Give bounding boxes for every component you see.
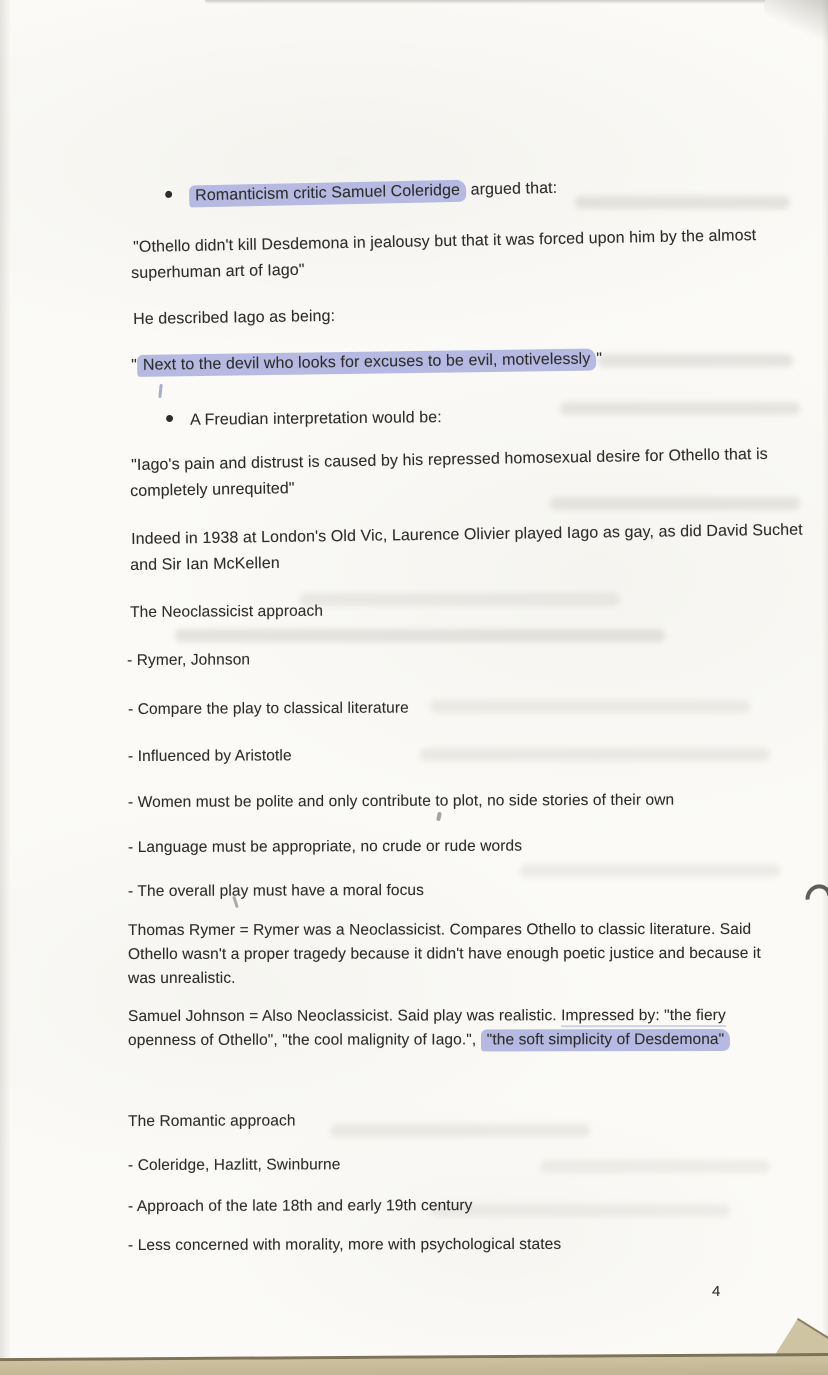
bleed-through-artifact bbox=[598, 354, 793, 367]
list-item: - Women must be polite and only contribute to plot, no side stories of their own bbox=[128, 791, 675, 811]
bullet-icon bbox=[165, 191, 172, 198]
scan-corner-top-right bbox=[764, 0, 828, 48]
quote-line: "Iago's pain and distrust is caused by his repressed homosexual desire for Othello that is bbox=[131, 445, 768, 474]
list-item: - Rymer, Johnson bbox=[127, 651, 251, 669]
highlighted-text: Romanticism critic Samuel Coleridge bbox=[189, 180, 466, 208]
highlighted-text: "the soft simplicity of Desdemona" bbox=[481, 1029, 731, 1051]
scan-band-bottom bbox=[0, 1353, 828, 1375]
paragraph-line bbox=[128, 1006, 726, 1027]
bleed-through-artifact bbox=[575, 196, 790, 209]
underlined-text: Impressed by: "the fiery bbox=[561, 1007, 726, 1027]
page-number: 4 bbox=[712, 1283, 721, 1300]
paragraph-text: Samuel Johnson = Also Neoclassicist. Said play was realistic. bbox=[128, 1007, 562, 1025]
list-item: - Language must be appropriate, no crude or rude words bbox=[128, 837, 523, 856]
list-item: - Compare the play to classical literature bbox=[128, 699, 409, 718]
bleed-through-artifact bbox=[430, 700, 750, 713]
bleed-through-artifact bbox=[420, 748, 770, 761]
list-item: - Influenced by Aristotle bbox=[128, 747, 292, 765]
quote-open: " bbox=[131, 356, 138, 374]
pen-mark bbox=[436, 812, 442, 822]
bullet-item-freudian bbox=[166, 408, 442, 431]
bleed-through-artifact bbox=[550, 497, 800, 510]
list-item: - Less concerned with morality, more with psychological states bbox=[128, 1235, 562, 1254]
paragraph-line: Indeed in 1938 at London's Old Vic, Laurence Olivier played Iago as gay, as did David Suchet bbox=[131, 521, 803, 548]
bullet-item-coleridge bbox=[165, 179, 557, 207]
section-heading-romantic: The Romantic approach bbox=[128, 1112, 296, 1130]
section-heading-neoclassicist: The Neoclassicist approach bbox=[130, 602, 324, 621]
bleed-through-artifact bbox=[560, 402, 800, 415]
bullet-icon bbox=[166, 415, 173, 422]
list-item: - Approach of the late 18th and early 19th century bbox=[128, 1197, 473, 1215]
paragraph-line: Thomas Rymer = Rymer was a Neoclassicist. Compares Othello to classic literature. Said bbox=[128, 920, 752, 939]
quote-close: " bbox=[596, 350, 603, 368]
paragraph-text: openness of Othello", "the cool malignity of Iago.", bbox=[128, 1031, 481, 1049]
bleed-through-artifact bbox=[540, 1160, 770, 1173]
quote-line-highlighted bbox=[131, 349, 602, 376]
scan-edge-top bbox=[205, 0, 765, 4]
paragraph-line: and Sir Ian McKellen bbox=[130, 554, 280, 574]
list-item: - The overall play must have a moral focus bbox=[128, 881, 425, 900]
quote-line: completely unrequited" bbox=[130, 480, 295, 500]
scan-edge-left bbox=[0, 0, 11, 1375]
scan-edge-right bbox=[822, 0, 828, 1375]
bleed-through-artifact bbox=[175, 629, 665, 642]
bleed-through-artifact bbox=[330, 1124, 590, 1137]
bullet-text: A Freudian interpretation would be: bbox=[190, 409, 442, 429]
paragraph-line: was unrealistic. bbox=[128, 969, 236, 987]
highlighter-stray-mark bbox=[158, 384, 162, 398]
bleed-through-artifact bbox=[300, 593, 620, 606]
highlighted-text: Next to the devil who looks for excuses to be evil, motivelessly bbox=[137, 349, 597, 377]
paragraph-line: He described Iago as being: bbox=[133, 307, 336, 328]
list-item: - Coleridge, Hazlitt, Swinburne bbox=[128, 1156, 341, 1174]
paragraph-line bbox=[128, 1030, 730, 1051]
bleed-through-artifact bbox=[520, 864, 780, 877]
bleed-through-artifact bbox=[430, 1204, 730, 1217]
quote-line: superhuman art of Iago" bbox=[131, 261, 305, 282]
bullet-text: argued that: bbox=[465, 179, 558, 199]
paragraph-line: Othello wasn't a proper tragedy because it didn't have enough poetic justice and because it bbox=[128, 944, 761, 963]
quote-line: "Othello didn't kill Desdemona in jealousy but that it was forced upon him by the almost bbox=[133, 227, 757, 256]
